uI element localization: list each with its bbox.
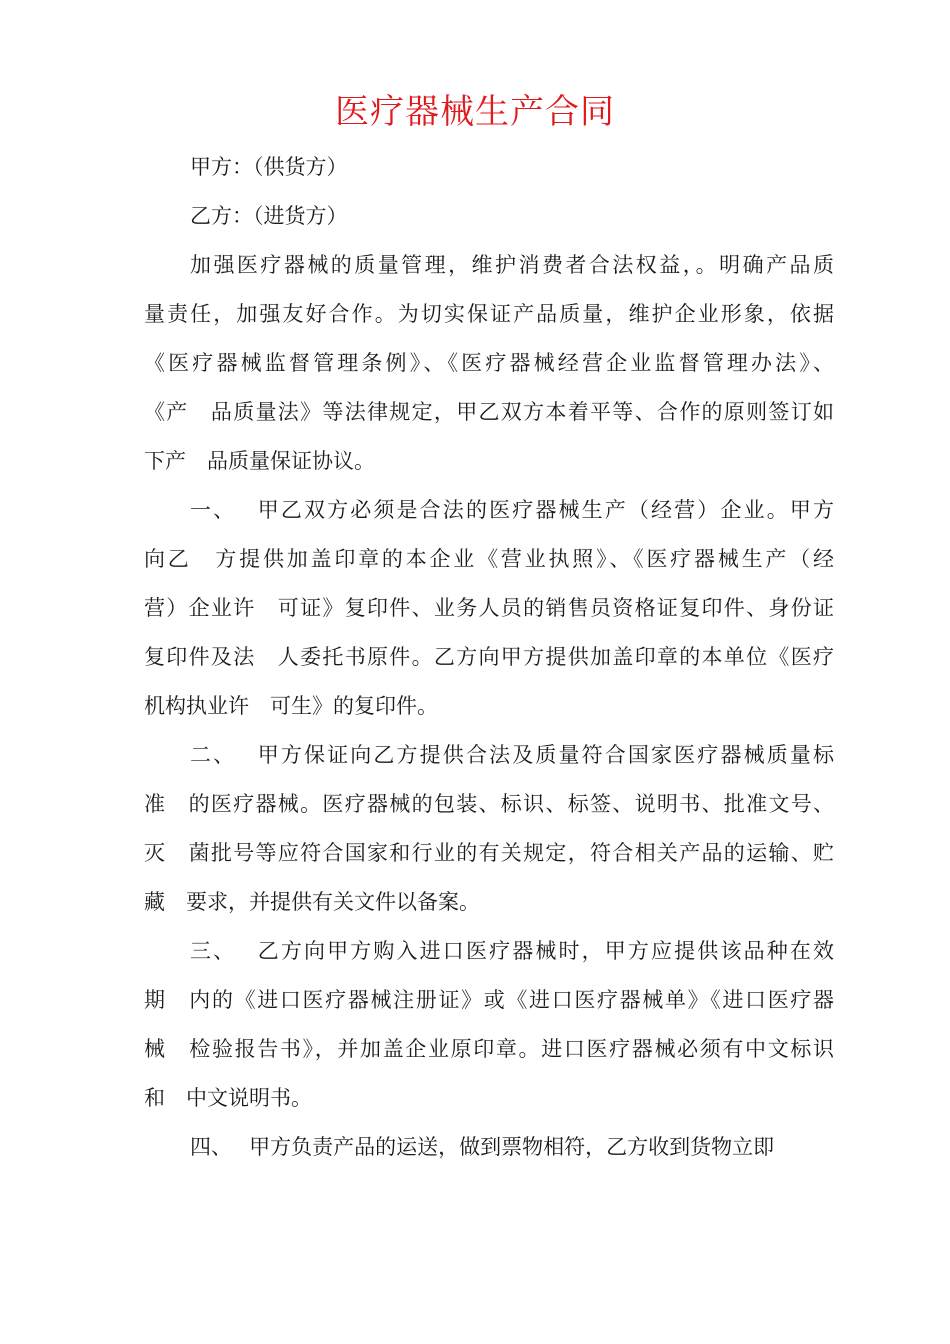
paragraph-line: 期 内的《进口医疗器械注册证》或《进口医疗器械单》《进口医疗器 — [144, 988, 834, 1012]
paragraph-line: 械 检验报告书》，并加盖企业原印章。进口医疗器械必须有中文标识 — [144, 1037, 834, 1061]
clause-one — [144, 486, 834, 731]
clause-two — [144, 731, 834, 927]
paragraph-line: 《产 品质量法》等法律规定，甲乙双方本着平等、合作的原则签订如 — [144, 400, 834, 424]
paragraph-line: 量责任，加强友好合作。为切实保证产品质量，维护企业形象，依据 — [144, 302, 834, 326]
paragraph-line: 藏 要求，并提供有关文件以备案。 — [144, 890, 480, 914]
paragraph-line: 向乙 方提供加盖印章的本企业《营业执照》、《医疗器械生产（经 — [144, 547, 834, 571]
clause-four — [144, 1123, 834, 1172]
paragraph-line: 一、 甲乙双方必须是合法的医疗器械生产（经营）企业。甲方 — [190, 498, 834, 522]
paragraph-line: 和 中文说明书。 — [144, 1086, 312, 1110]
paragraph-line: 二、 甲方保证向乙方提供合法及质量符合国家医疗器械质量标 — [190, 743, 834, 767]
paragraph-line: 复印件及法 人委托书原件。乙方向甲方提供加盖印章的本单位《医疗 — [144, 645, 834, 669]
paragraph-line: 营）企业许 可证》复印件、业务人员的销售员资格证复印件、身份证 — [144, 596, 834, 620]
party-a-line: 甲方：（供货方） — [190, 155, 348, 179]
paragraph-line: 机构执业许 可生》的复印件。 — [144, 694, 438, 718]
clause-three — [144, 927, 834, 1123]
paragraph-line: 下产 品质量保证协议。 — [144, 449, 375, 473]
document-title: 医疗器械生产合同 — [335, 92, 615, 132]
paragraph-line: 三、 乙方向甲方购入进口医疗器械时，甲方应提供该品种在效 — [190, 939, 834, 963]
paragraph-line: 四、 甲方负责产品的运送，做到票物相符，乙方收到货物立即 — [190, 1135, 775, 1159]
paragraph-preamble — [144, 241, 834, 486]
party-b-line: 乙方：（进货方） — [190, 204, 348, 228]
paragraph-line: 加强医疗器械的质量管理，维护消费者合法权益，。明确产品质 — [190, 253, 834, 277]
paragraph-line: 《医疗器械监督管理条例》、《医疗器械经营企业监督管理办法》、 — [144, 351, 834, 375]
document-body — [144, 143, 834, 1172]
paragraph-line: 灭 菌批号等应符合国家和行业的有关规定，符合相关产品的运输、贮 — [144, 841, 834, 865]
paragraph-line: 准 的医疗器械。医疗器械的包装、标识、标签、说明书、批准文号、 — [144, 792, 834, 816]
